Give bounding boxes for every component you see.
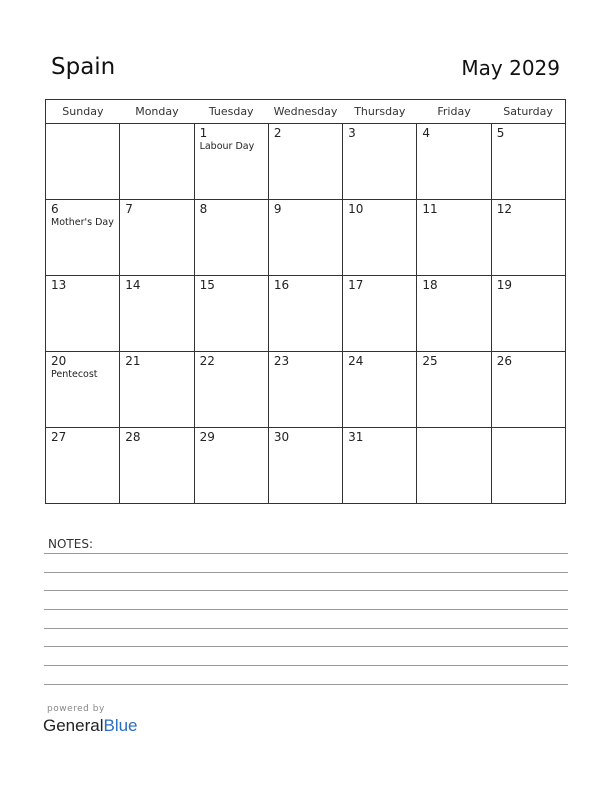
day-cell bbox=[120, 352, 194, 428]
day-number: 12 bbox=[496, 202, 512, 216]
day-cell bbox=[120, 428, 194, 504]
weekday-thursday: Thursday bbox=[343, 100, 417, 124]
calendar-grid bbox=[45, 99, 566, 504]
empty-day-cell bbox=[46, 124, 120, 200]
note-line bbox=[44, 609, 568, 610]
day-number: 11 bbox=[422, 202, 438, 216]
note-line bbox=[44, 590, 568, 591]
weekday-monday: Monday bbox=[120, 100, 194, 124]
empty-day-cell bbox=[120, 124, 194, 200]
weekday-header-row bbox=[46, 100, 566, 124]
powered-by-text: powered by bbox=[47, 704, 105, 714]
day-number: 16 bbox=[273, 278, 290, 292]
holiday-label: Labour Day bbox=[199, 141, 255, 152]
weekday-wednesday: Wednesday bbox=[268, 100, 342, 124]
day-cell bbox=[491, 352, 565, 428]
day-number: 3 bbox=[348, 126, 356, 140]
note-line bbox=[44, 665, 568, 666]
day-cell bbox=[417, 276, 491, 352]
empty-day-cell bbox=[491, 428, 565, 504]
weekday-saturday: Saturday bbox=[491, 100, 565, 124]
week-row bbox=[46, 124, 566, 200]
day-number: 25 bbox=[422, 354, 438, 368]
day-number: 21 bbox=[125, 354, 141, 368]
day-number: 14 bbox=[125, 278, 141, 292]
notes-label: NOTES: bbox=[48, 537, 93, 551]
day-number: 18 bbox=[422, 278, 438, 292]
day-number: 13 bbox=[51, 278, 67, 292]
day-number: 31 bbox=[348, 430, 364, 444]
holiday-label: Mother's Day bbox=[51, 217, 114, 228]
day-number: 22 bbox=[199, 354, 215, 368]
day-cell bbox=[343, 276, 417, 352]
weekday-tuesday: Tuesday bbox=[194, 100, 268, 124]
weekday-friday: Friday bbox=[417, 100, 491, 124]
week-row bbox=[46, 276, 566, 352]
month-year-title: May 2029 bbox=[461, 56, 560, 80]
day-number: 29 bbox=[199, 430, 215, 444]
day-number: 4 bbox=[422, 126, 431, 140]
day-number: 8 bbox=[199, 202, 208, 216]
weekday-sunday: Sunday bbox=[46, 100, 120, 124]
generalblue-logo bbox=[43, 716, 138, 736]
day-cell bbox=[343, 200, 417, 276]
note-line bbox=[44, 646, 568, 647]
day-cell bbox=[46, 276, 120, 352]
day-cell bbox=[46, 200, 120, 276]
day-cell bbox=[491, 276, 565, 352]
day-cell bbox=[46, 428, 120, 504]
day-cell bbox=[343, 428, 417, 504]
note-line bbox=[44, 572, 568, 573]
day-number: 7 bbox=[125, 202, 133, 216]
day-number: 2 bbox=[273, 126, 282, 140]
day-number: 27 bbox=[51, 430, 67, 444]
week-row bbox=[46, 352, 566, 428]
day-cell bbox=[46, 352, 120, 428]
day-cell bbox=[194, 276, 268, 352]
note-line bbox=[44, 553, 568, 554]
day-cell bbox=[417, 200, 491, 276]
day-cell bbox=[417, 352, 491, 428]
logo-general-text: General bbox=[43, 716, 104, 735]
holiday-label: Pentecost bbox=[51, 369, 98, 380]
day-cell bbox=[491, 124, 565, 200]
day-number: 19 bbox=[496, 278, 512, 292]
note-line bbox=[44, 684, 568, 685]
day-number: 20 bbox=[51, 354, 67, 368]
day-number: 5 bbox=[496, 126, 505, 140]
empty-day-cell bbox=[417, 428, 491, 504]
day-number: 6 bbox=[51, 202, 59, 216]
day-cell bbox=[268, 124, 342, 200]
week-row bbox=[46, 200, 566, 276]
day-number: 30 bbox=[273, 430, 290, 444]
day-cell bbox=[120, 200, 194, 276]
day-number: 9 bbox=[273, 202, 282, 216]
day-number: 17 bbox=[348, 278, 364, 292]
day-number: 28 bbox=[125, 430, 141, 444]
day-cell bbox=[417, 124, 491, 200]
day-cell bbox=[268, 352, 342, 428]
day-cell bbox=[268, 200, 342, 276]
day-cell bbox=[194, 200, 268, 276]
day-cell bbox=[343, 124, 417, 200]
day-number: 26 bbox=[496, 354, 512, 368]
day-cell bbox=[343, 352, 417, 428]
day-cell bbox=[268, 276, 342, 352]
day-number: 23 bbox=[273, 354, 290, 368]
country-title: Spain bbox=[51, 54, 116, 80]
note-line bbox=[44, 628, 568, 629]
day-cell bbox=[491, 200, 565, 276]
day-number: 1 bbox=[199, 126, 208, 140]
day-cell bbox=[194, 428, 268, 504]
day-cell bbox=[120, 276, 194, 352]
day-number: 15 bbox=[199, 278, 215, 292]
day-number: 10 bbox=[348, 202, 364, 216]
day-cell bbox=[268, 428, 342, 504]
calendar-body bbox=[46, 124, 566, 504]
day-cell bbox=[194, 352, 268, 428]
day-number: 24 bbox=[348, 354, 364, 368]
day-cell bbox=[194, 124, 268, 200]
week-row bbox=[46, 428, 566, 504]
logo-blue-text: Blue bbox=[103, 716, 138, 735]
